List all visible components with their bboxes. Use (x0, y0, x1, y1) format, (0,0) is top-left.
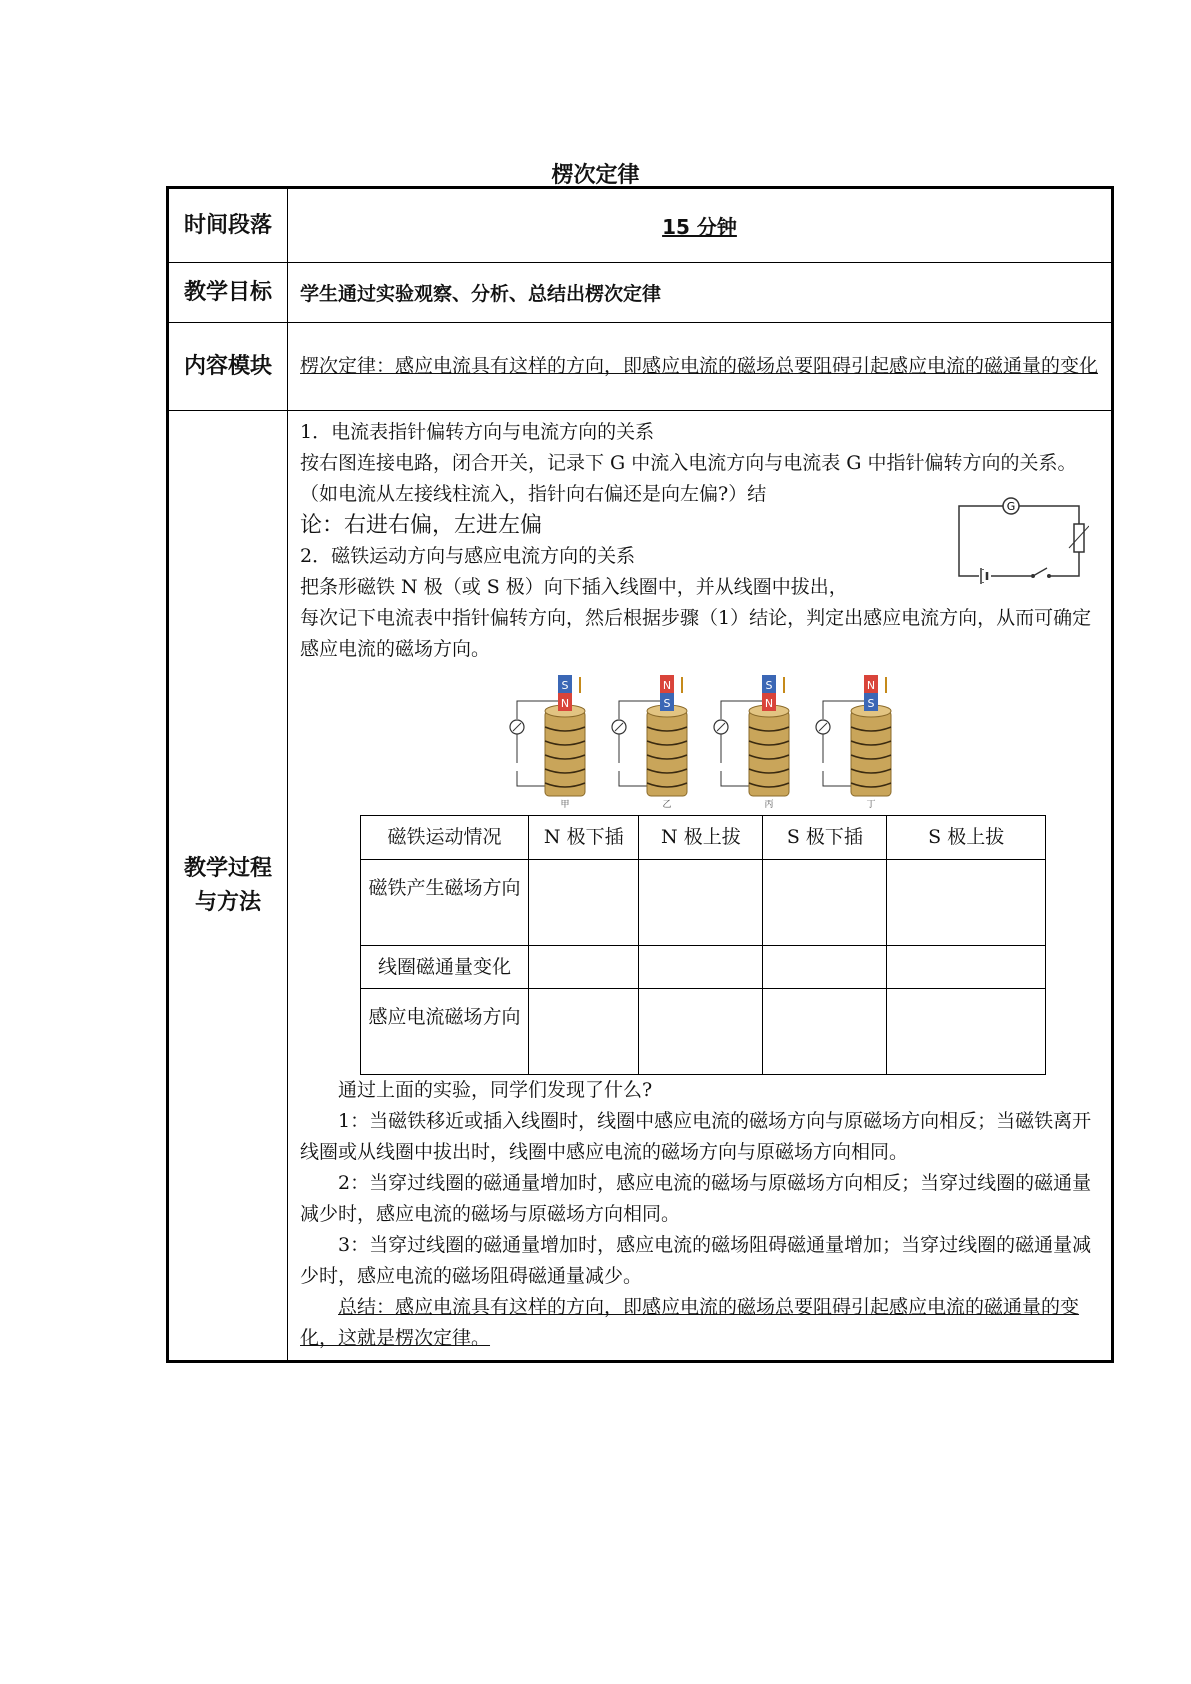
section-1-title: 1．电流表指针偏转方向与电流方向的关系 (300, 421, 655, 443)
coil (749, 711, 789, 796)
section-2-title: 2．磁铁运动方向与感应电流方向的关系 (300, 545, 636, 567)
label-process: 教学过程 与方法 (168, 411, 288, 1362)
question-text: 通过上面的实验，同学们发现了什么? (338, 1079, 653, 1101)
table-header: N 极上拔 (639, 816, 763, 860)
finding-1: 1：当磁铁移近或插入线圈时，线圈中感应电流的磁场方向与原磁场方向相反；当磁铁离开线圈或从线圈中拔出时，线圈中感应电流的磁场方向与原磁场方向相同。 (300, 1110, 1092, 1163)
label-module: 内容模块 (168, 323, 288, 411)
section-2-text-2: 每次记下电流表中指针偏转方向，然后根据步骤（1）结论，判定出感应电流方向，从而可确定感应电流的磁场方向。 (300, 607, 1092, 660)
row-goal (168, 263, 1113, 323)
summary-text: 总结：感应电流具有这样的方向，即感应电流的磁场总要阻碍引起感应电流的磁通量的变化，这就是楞次定律。 (300, 1296, 1080, 1349)
time-value: 15 分钟 (662, 215, 737, 239)
table-cell (763, 860, 887, 946)
table-cell (887, 860, 1046, 946)
magnet-pole-label: N (764, 697, 774, 710)
table-cell (529, 860, 639, 946)
table-cell (639, 860, 763, 946)
coil-magnet-setup (816, 675, 891, 810)
section-1-text: 按右图连接电路，闭合开关，记录下 G 中流入电流方向与电流表 G 中指针偏转方向的关系。（如电流从左接线柱流入，指针向右偏还是向左偏?）结 (300, 452, 1077, 505)
module-value: 楞次定律：感应电流具有这样的方向，即感应电流的磁场总要阻碍引起感应电流的磁通量的变化 (300, 355, 1099, 377)
coil-magnet-setup (714, 675, 789, 810)
finding-2: 2：当穿过线圈的磁通量增加时，感应电流的磁场与原磁场方向相反；当穿过线圈的磁通量减少时，感应电流的磁场与原磁场方向相同。 (300, 1172, 1092, 1225)
lesson-table (166, 186, 1114, 1363)
label-time: 时间段落 (168, 188, 288, 263)
circuit-diagram (949, 496, 1089, 584)
magnet-pole-label: N (560, 697, 570, 710)
row-process (168, 411, 1113, 1362)
section-2-text-1: 把条形磁铁 N 极（或 S 极）向下插入线圈中，并从线圈中拔出， (300, 576, 848, 598)
row-label: 感应电流磁场方向 (361, 989, 529, 1075)
magnet-pole-label: S (867, 697, 875, 710)
coil-magnet-setup (612, 675, 687, 810)
table-cell (529, 946, 639, 989)
magnet-pole-label: N (662, 679, 672, 692)
table-cell (529, 989, 639, 1075)
figure-caption: 甲 (560, 800, 570, 810)
row-label: 线圈磁通量变化 (361, 946, 529, 989)
table-header: N 极下插 (529, 816, 639, 860)
magnet-pole-label: S (663, 697, 671, 710)
magnet-pole-label: N (866, 679, 876, 692)
row-label: 磁铁产生磁场方向 (361, 860, 529, 946)
table-cell (639, 946, 763, 989)
magnet-experiment-figure (505, 671, 925, 811)
coil-magnet-setup (510, 675, 585, 810)
svg-text:G: G (1006, 500, 1016, 513)
row-time (168, 188, 1113, 263)
table-cell (887, 946, 1046, 989)
label-goal: 教学目标 (168, 263, 288, 323)
table-row (361, 989, 1046, 1075)
table-header: 磁铁运动情况 (361, 816, 529, 860)
coil (851, 711, 891, 796)
table-cell (763, 989, 887, 1075)
goal-value: 学生通过实验观察、分析、总结出楞次定律 (288, 263, 1113, 323)
experiment-table (360, 815, 1046, 1075)
process-content (288, 411, 1113, 1362)
table-cell (887, 989, 1046, 1075)
table-row (361, 946, 1046, 989)
table-header-row (361, 816, 1046, 860)
magnet-pole-label: S (765, 679, 773, 692)
row-module (168, 323, 1113, 411)
table-header: S 极上拔 (887, 816, 1046, 860)
figure-caption: 丁 (866, 800, 876, 810)
page-title: 楞次定律 (551, 163, 640, 188)
table-row (361, 860, 1046, 946)
table-cell (763, 946, 887, 989)
coil (545, 711, 585, 796)
section-1-conclusion: 论：右进右偏，左进左偏 (300, 513, 543, 538)
coil (647, 711, 687, 796)
figure-caption: 丙 (764, 800, 774, 810)
table-header: S 极下插 (763, 816, 887, 860)
table-cell (639, 989, 763, 1075)
finding-3: 3：当穿过线圈的磁通量增加时，感应电流的磁场阻碍磁通量增加；当穿过线圈的磁通量减少时，感应电流的磁场阻碍磁通量减少。 (300, 1234, 1092, 1287)
magnet-pole-label: S (561, 679, 569, 692)
figure-caption: 乙 (662, 800, 672, 810)
